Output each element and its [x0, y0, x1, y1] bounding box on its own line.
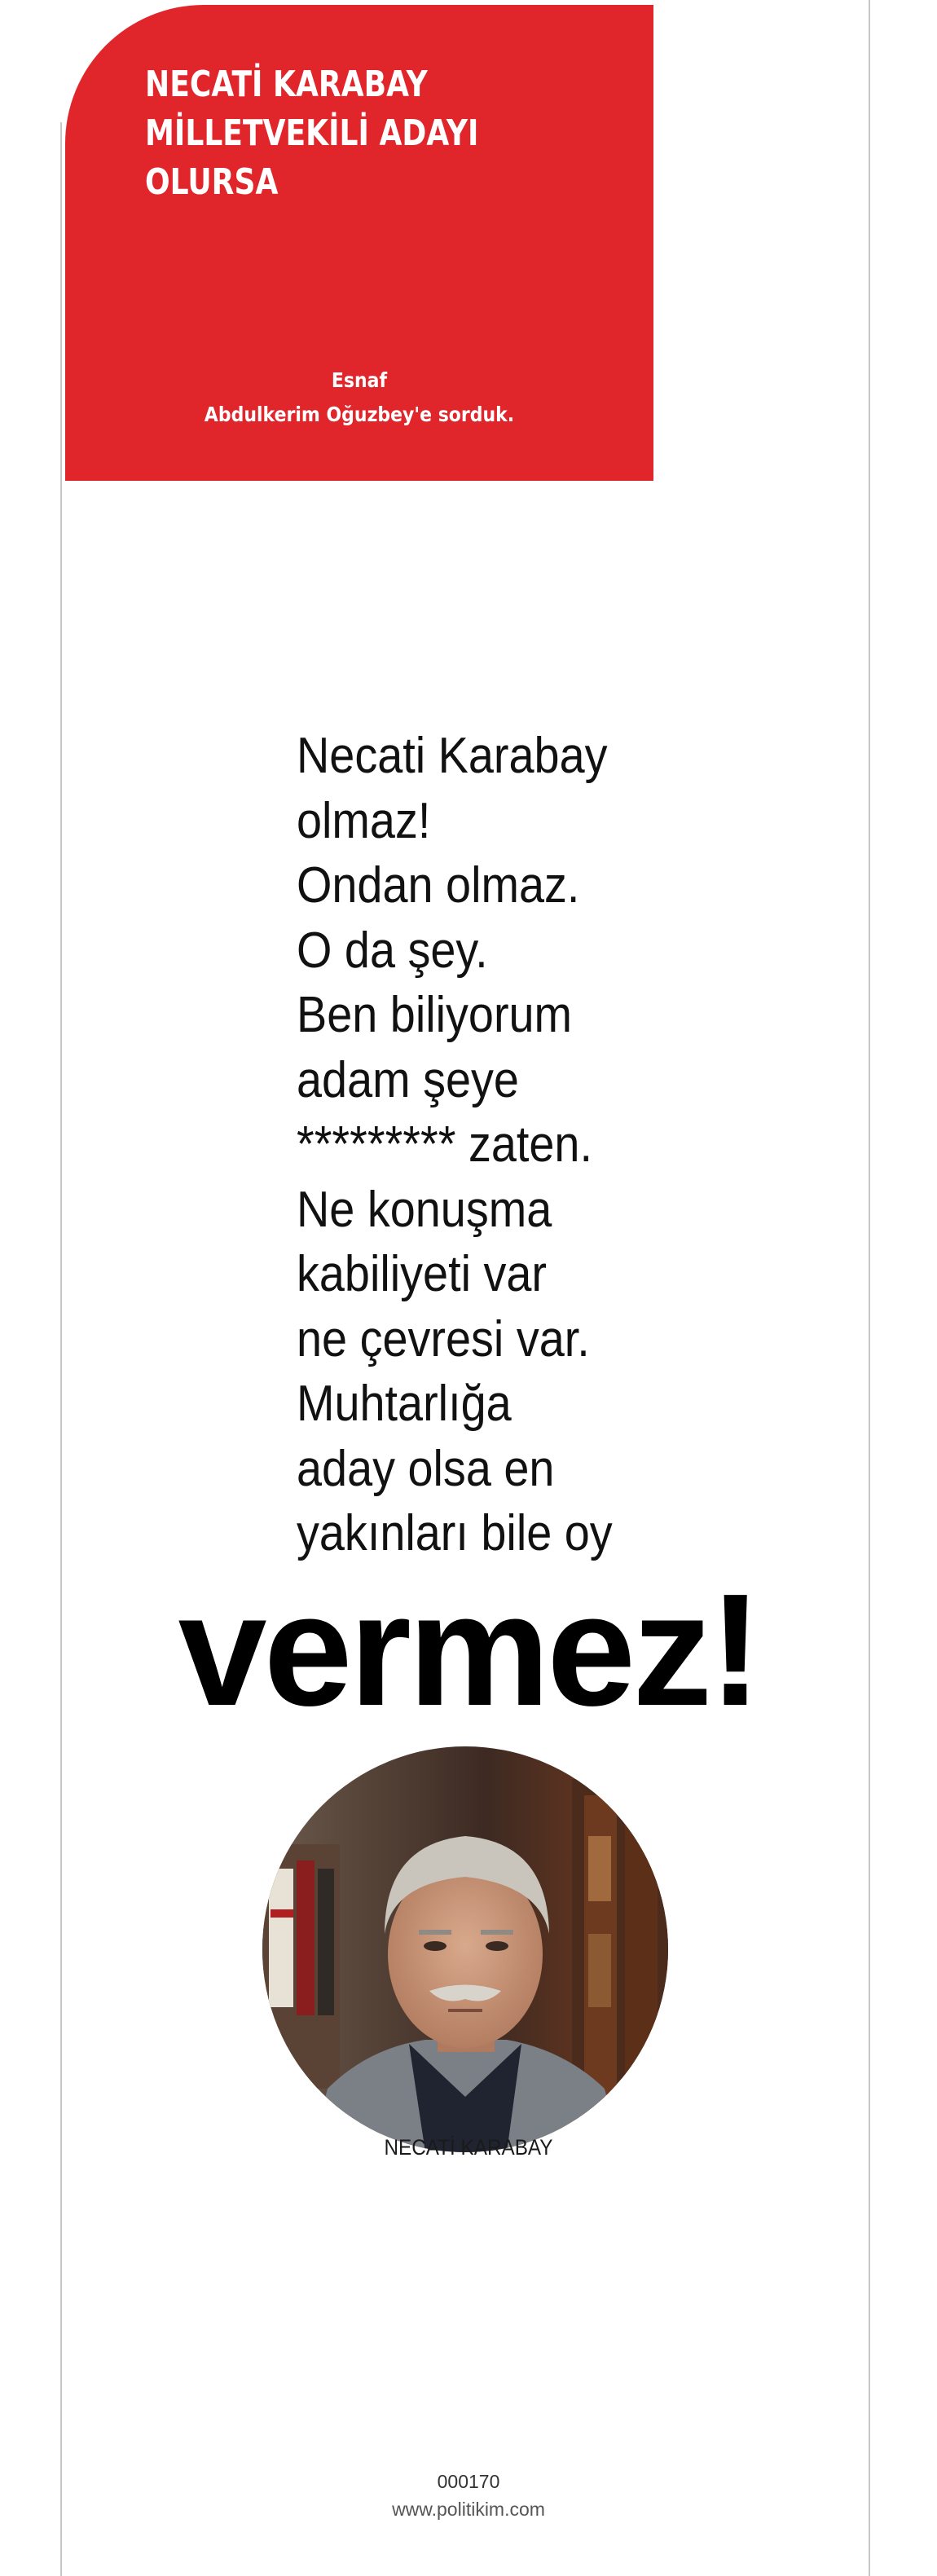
quote-line: olmaz!	[297, 792, 431, 849]
quote-line: yakınları bile oy	[297, 1505, 613, 1561]
quote-line: Ne konuşma	[297, 1181, 552, 1238]
portrait-photo	[262, 1746, 668, 2152]
quote-line: O da şey.	[297, 922, 488, 979]
quote-line: kabiliyeti var	[297, 1246, 548, 1302]
page-frame-right-border	[869, 0, 870, 2576]
quote-line: Necati Karabay	[297, 728, 608, 784]
page-frame-left-border	[60, 122, 62, 2576]
header-title	[145, 60, 519, 207]
quote-line: adam şeye	[297, 1051, 519, 1108]
quote-line: Ben biliyorum	[297, 987, 573, 1043]
header-subtitle	[100, 363, 618, 432]
quote-line: ********* zaten.	[297, 1116, 592, 1173]
quote-line: aday olsa en	[297, 1440, 555, 1497]
portrait-illustration	[262, 1746, 668, 2152]
header-title-line: MİLLETVEKİLİ ADAYI	[145, 112, 479, 154]
header-title-line: NECATİ KARABAY	[145, 64, 428, 105]
footer-code: 000170	[437, 2471, 500, 2492]
quote-text	[297, 724, 678, 1566]
quote-line: ne çevresi var.	[297, 1310, 590, 1367]
quote-line: Ondan olmaz.	[297, 857, 580, 914]
header-subtitle-line: Esnaf	[331, 368, 388, 392]
footer-website-link[interactable]: www.politikim.com	[392, 2499, 545, 2520]
quote-emphasis-word: vermez!	[178, 1561, 759, 1739]
header-subtitle-line: Abdulkerim Oğuzbey'e sorduk.	[204, 403, 515, 426]
portrait-caption: NECATİ KARABAY	[384, 2135, 553, 2160]
header-title-line: OLURSA	[145, 161, 279, 203]
quote-line: Muhtarlığa	[297, 1376, 512, 1432]
